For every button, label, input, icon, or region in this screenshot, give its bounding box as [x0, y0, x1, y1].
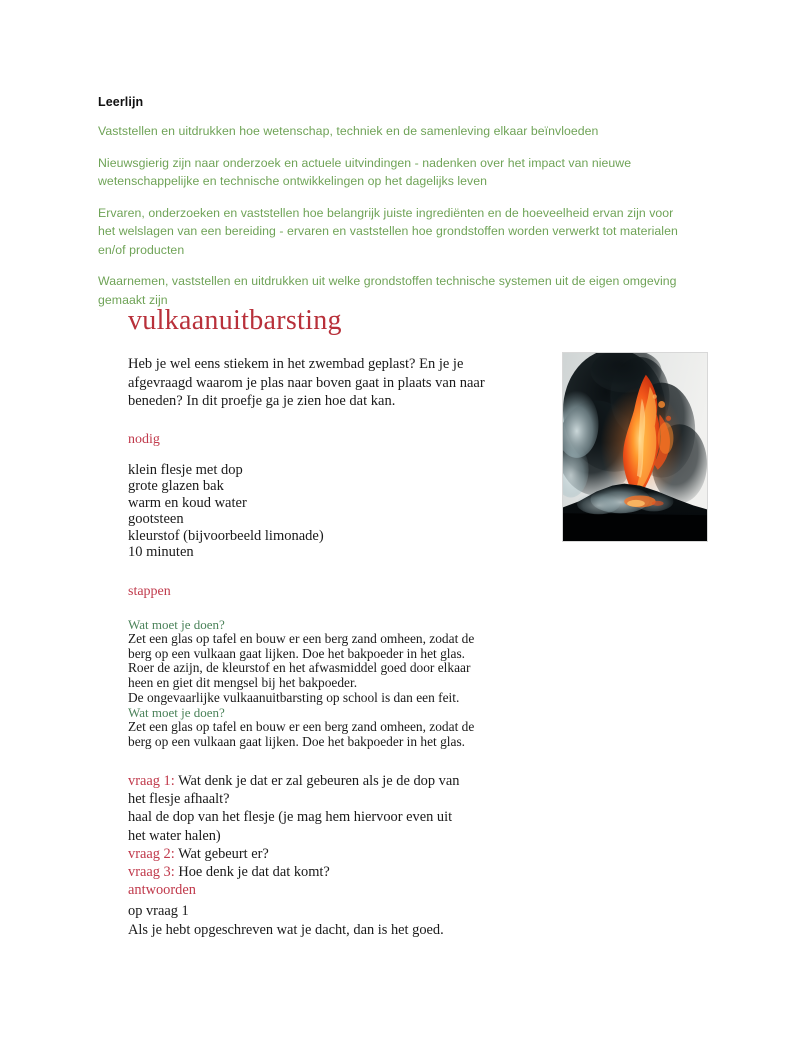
answers-block: [128, 902, 528, 939]
learning-line-block: [98, 95, 688, 309]
question-tag: vraag 2:: [128, 845, 175, 862]
question-line: [128, 808, 528, 826]
questions-block: [128, 772, 528, 899]
materials-heading: nodig: [128, 431, 160, 447]
learning-line-title: Leerlijn: [98, 95, 144, 109]
material-item: warm en koud water: [128, 494, 247, 511]
intro-paragraph: Heb je wel eens stiekem in het zwembad geplast? En je je afgevraagd waarom je plas naar boven gaat in plaats van naar beneden? In dit proefje ga je zien hoe dat kan.: [128, 356, 485, 409]
material-item: klein flesje met dop: [128, 461, 243, 478]
answers-heading: antwoorden: [128, 882, 196, 899]
question-text: Hoe denk je dat dat komt?: [174, 864, 330, 881]
question-line: [128, 790, 528, 808]
question-line: [128, 772, 528, 790]
material-item: kleurstof (bijvoorbeeld limonade): [128, 527, 324, 544]
learning-line-item: Nieuwsgierig zijn naar onderzoek en actuele uitvindingen - nadenken over het impact van nieuwe wetenschappelijke en technische ontwikkelingen op het dagelijks leven: [98, 155, 632, 188]
steps-heading: stappen: [128, 584, 171, 600]
material-item: 10 minuten: [128, 544, 194, 561]
step-line: Zet een glas op tafel en bouw er een berg zand omheen, zodat de: [128, 631, 475, 647]
answer-line: op vraag 1: [128, 903, 189, 919]
question-line: [128, 827, 528, 845]
step-line: Zet een glas op tafel en bouw er een berg zand omheen, zodat de: [128, 719, 475, 735]
learning-line-item: Ervaren, onderzoeken en vaststellen hoe belangrijk juiste ingrediënten en de hoeveelheid ervan zijn voor het welslagen van een bereiding - ervaren en vaststellen hoe grondstoffen worden verwerkt tot materialen en/of producten: [98, 205, 678, 257]
page-title: vulkaanuitbarsting: [128, 305, 342, 336]
learning-line-item: Waarnemen, vaststellen en uitdrukken uit welke grondstoffen technische systemen uit de eigen omgeving gemaakt zijn: [98, 274, 677, 307]
question-line: [128, 863, 528, 881]
question-text: haal de dop van het flesje (je mag hem hiervoor even uit: [128, 809, 453, 826]
material-item: gootsteen: [128, 511, 184, 528]
steps-list: [128, 617, 528, 750]
step-line: Roer de azijn, de kleurstof en het afwasmiddel goed door elkaar: [128, 660, 471, 676]
question-tag: vraag 3:: [128, 864, 175, 881]
learning-line-item: Vaststellen en uitdrukken hoe wetenschap, techniek en de samenleving elkaar beïnvloeden: [98, 124, 599, 138]
materials-list: [128, 462, 528, 562]
question-tag: vraag 1:: [128, 773, 175, 789]
question-text: het water halen): [128, 827, 221, 844]
question-text: Wat gebeurt er?: [174, 845, 269, 862]
answer-line: Als je hebt opgeschreven wat je dacht, dan is het goed.: [128, 921, 444, 938]
step-line: berg op een vulkaan gaat lijken. Doe het bakpoeder in het glas.: [128, 645, 466, 661]
volcano-eruption-illustration: [563, 353, 707, 541]
question-text: Wat denk je dat er zal gebeuren als je de dop van: [174, 773, 460, 789]
step-question: Wat moet je doen?: [128, 705, 225, 721]
step-line: berg op een vulkaan gaat lijken. Doe het bakpoeder in het glas.: [128, 734, 466, 750]
step-line: heen en giet dit mengsel bij het bakpoeder.: [128, 675, 358, 691]
question-line: [128, 845, 528, 863]
volcano-eruption-photo: [562, 352, 708, 542]
experiment-sheet: [128, 305, 528, 750]
step-line: De ongevaarlijke vulkaanuitbarsting op school is dan een feit.: [128, 689, 460, 705]
material-item: grote glazen bak: [128, 478, 224, 495]
question-text: het flesje afhaalt?: [128, 791, 230, 808]
step-question: Wat moet je doen?: [128, 617, 225, 633]
